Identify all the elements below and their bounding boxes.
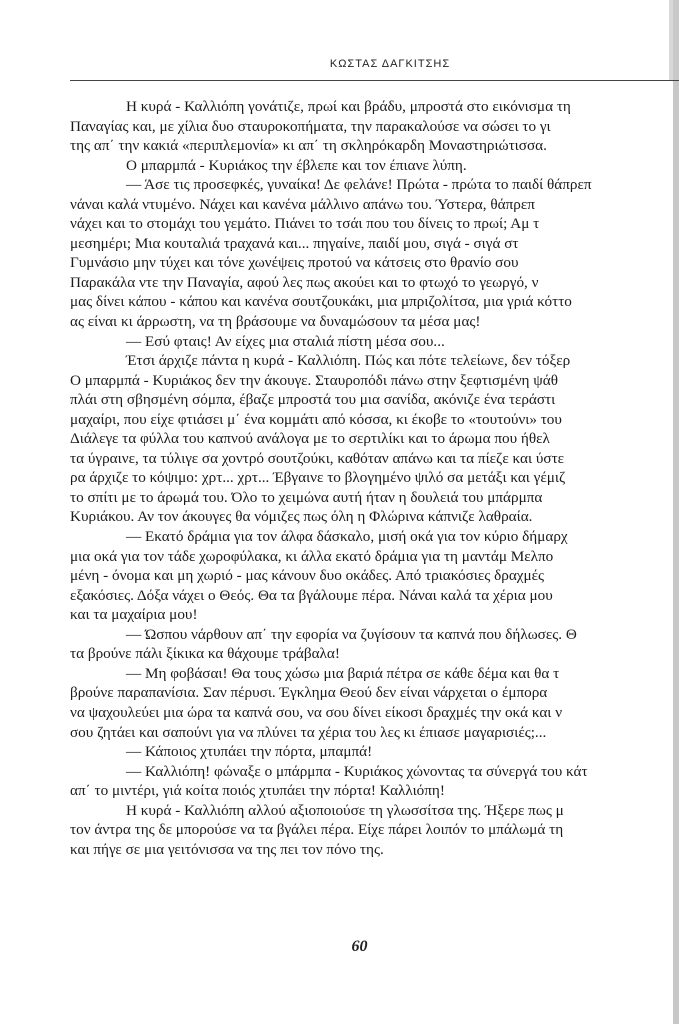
- text-line: της απ΄ την κακιά «περιπλεμονία» κι απ΄ τη σκληρόκαρδη Μοναστηριώτισσα.: [70, 137, 547, 155]
- text-line: — Κάποιος χτυπάει την πόρτα, μπαμπά!: [126, 743, 373, 761]
- text-line: — Εκατό δράμια για τον άλφα δάσκαλο, μισή οκά για τον κύριο δήμαρχ: [126, 528, 568, 546]
- text-line: Κυριάκου. Αν τον άκουγες θα νόμιζες πως όλη η Φλώρινα κάπνιζε λαθραία.: [70, 508, 533, 526]
- text-line: Γυμνάσιο μην τύχει και τόνε χωνέψεις προτού να κάτσεις στο θρανίο σου: [70, 254, 519, 272]
- text-line: μεσημέρι; Μια κουταλιά τραχανά και... πηγαίνε, παιδί μου, σιγά - σιγά στ: [70, 234, 519, 252]
- text-line: να ψαχουλεύει μια ώρα τα καπνά σου, να σου δίνει είκοσι δραχμές την οκά και ν: [70, 703, 563, 721]
- text-line: μαχαίρι, που είχε φτιάσει μ΄ ένα κομμάτι από κόσσα, κι έκοβε το «τουτούνι» του: [70, 410, 562, 428]
- text-line: τα βρούνε πάλι ξίκικα κα θάχουμε τράβαλα!: [70, 645, 340, 663]
- text-line: — Ώσπου νάρθουν απ΄ την εφορία να ζυγίσουν τα καπνά που δήλωσες. Θ: [126, 625, 577, 643]
- text-line: σου ζητάει και σαπούνι για να πλύνει τα χέρια του λες κι έπιασε μαγαρισιές;...: [70, 723, 547, 741]
- text-line: τον άντρα της δε μπορούσε να τα βγάλει πέρα. Είχε πάρει λοιπόν το μπάλωμά τη: [70, 821, 564, 839]
- text-line: νάχει και το στομάχι του γεμάτο. Πιάνει το τσάι που του δίνεις το πρωί; Αμ τ: [70, 215, 540, 233]
- text-line: — Μη φοβάσαι! Θα τους χώσω μια βαριά πέτρα σε κάθε δέμα και θα τ: [126, 664, 560, 682]
- text-line: Παρακάλα ντε την Παναγία, αφού λες πως ακούει και το φτωχό το γεωργό, ν: [70, 273, 539, 291]
- text-line: Έτσι άρχιζε πάντα η κυρά - Καλλιόπη. Πώς και πότε τελείωνε, δεν τόξερ: [126, 352, 571, 370]
- body-text: [70, 97, 679, 859]
- text-line: το σπίτι με το άρωμά του. Όλο το χειμώνα αυτή ήταν η δουλειά του μπάρμπα: [70, 488, 543, 506]
- text-line: Παναγίας και, με χίλια δυο σταυροκοπήματα, την παρακαλούσε να σώσει το γι: [70, 117, 551, 135]
- text-line: μια οκά για τον τάδε χωροφύλακα, κι άλλα εκατό δράμια για τη μαντάμ Μελπο: [70, 547, 554, 565]
- text-line: ας είναι κι άρρωστη, να τη βράσουμε να δυναμώσουν τα μέσα μας!: [70, 313, 481, 331]
- page-number: 60: [351, 938, 368, 955]
- text-line: ρα άρχιζε το κόψιμο: χρτ... χρτ... Έβγαινε το βλογημένο ψιλό σα μετάξι και γέμιζ: [70, 469, 566, 487]
- text-line: εξακόσιες. Δόξα νάχει ο Θεός. Θα τα βγάλουμε πέρα. Νάναι καλά τα χέρια μου: [70, 586, 553, 604]
- text-line: — Εσύ φταις! Αν είχες μια σταλιά πίστη μέσα σου...: [126, 332, 445, 350]
- text-line: Ο μπαρμπά - Κυριάκος την έβλεπε και τον έπιανε λύπη.: [126, 156, 467, 174]
- text-line: βρούνε παραπανίσια. Σαν πέρυσι. Έγκλημα Θεού δεν είναι νάρχεται ο έμπορα: [70, 684, 548, 702]
- text-line: πλάι στη σβησμένη σόμπα, έβαζε μπροστά του μια σανίδα, ακόνιζε ένα τεράστι: [70, 391, 556, 409]
- text-line: τα ύγραινε, τα τύλιγε σα χοντρό σουτζούκι, καθόταν απάνω και τα πίεζε και ύστε: [70, 449, 565, 467]
- header-rule: [70, 80, 679, 81]
- text-line: μένη - όνομα και μη χωριό - μας κάνουν δυο οκάδες. Από τριακόσιες δραχμές: [70, 567, 545, 585]
- text-line: Η κυρά - Καλλιόπη γονάτιζε, πρωί και βράδυ, μπροστά στο εικόνισμα τη: [126, 98, 571, 115]
- running-head-author: ΚΩΣΤΑΣ ΔΑΓΚΙΤΣΗΣ: [329, 58, 451, 70]
- text-line: — Καλλιόπη! φώναξε ο μπάρμπα - Κυριάκος χώνοντας τα σύνεργά του κάτ: [126, 762, 588, 780]
- text-line: — Άσε τις προσεφκές, γυναίκα! Δε φελάνε! Πρώτα - πρώτα το παιδί θάπρεπ: [126, 176, 592, 194]
- text-line: Διάλεγε τα φύλλα του καπνού ανάλογα με το σερτιλίκι και το άρωμα που ήθελ: [70, 430, 550, 448]
- text-line: και τα μαχαίρια μου!: [70, 606, 198, 624]
- text-line: Ο μπαρμπά - Κυριάκος δεν την άκουγε. Σταυροπόδι πάνω στην ξεφτισμένη ψάθ: [70, 371, 559, 389]
- text-line: και πήγε σε μια γειτόνισσα να της πει τον πόνο της.: [70, 840, 384, 858]
- text-line: μας δίνει κάπου - κάπου και κανένα σουτζουκάκι, μια μπριζολίτσα, μια γριά κόττο: [70, 293, 572, 311]
- text-line: νάναι καλά ντυμένο. Νάχει και κανένα μάλλινο απάνω του. Ύστερα, θάπρεπ: [70, 195, 535, 213]
- text-line: Η κυρά - Καλλιόπη αλλού αξιοποιούσε τη γλωσσίτσα της. Ήξερε πως μ: [126, 801, 564, 819]
- text-line: απ΄ το μιντέρι, γιά κοίτα ποιός χτυπάει την πόρτα! Καλλιόπη!: [70, 782, 445, 800]
